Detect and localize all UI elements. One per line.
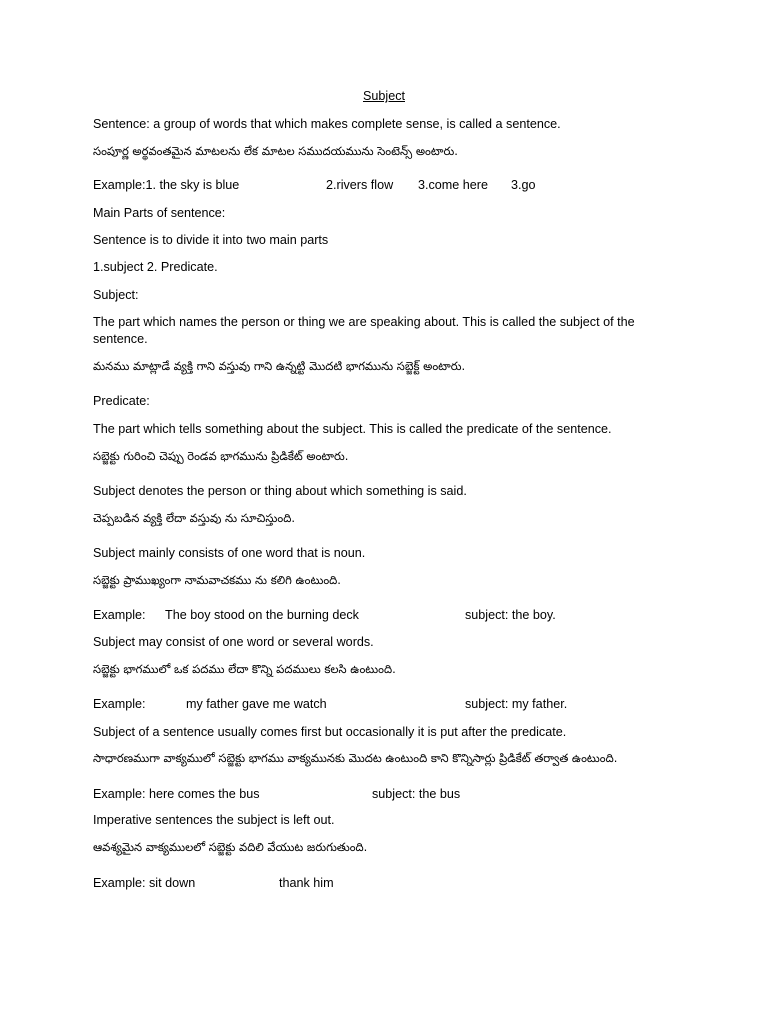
subject-heading: Subject: <box>93 288 139 302</box>
page-title: Subject <box>362 89 405 103</box>
subject-position: Subject of a sentence usually comes first but occasionally it is put after the predicate. <box>93 725 567 739</box>
example-1b: 2.rivers flow <box>326 178 394 192</box>
predicate-definition: The part which tells something about the subject. This is called the predicate of the sentence. <box>93 422 612 436</box>
telugu-subject-words: సబ్జెక్టు భాగములో ఒక పదము లేదా కొన్ని పదములు కలసి ఉంటుంది. <box>93 662 396 676</box>
telugu-subject-position: సాధారణముగా వాక్యములో సబ్జెక్టు భాగము వాక్యమునకు మొదట ఉంటుంది కాని కొన్నిసార్లు ప్రిడికేట్ తర్వాత ఉంటుంది. <box>93 751 618 765</box>
example-1a: Example:1. the sky is blue <box>93 178 240 192</box>
telugu-imperative-sentences: ఆవశ్యమైన వాక్యములలో సబ్జెక్టు వదిలి వేయుట జరుగుతుంది. <box>93 840 368 854</box>
example-row-1 <box>0 177 768 195</box>
telugu-subject-noun: సబ్జెక్టు ప్రాముఖ్యంగా నామవాచకము ను కలిగి ఉంటుంది. <box>93 573 341 587</box>
example-2b: The boy stood on the burning deck <box>165 608 359 622</box>
subject-denotes: Subject denotes the person or thing about which something is said. <box>93 484 467 498</box>
imperative-sentences: Imperative sentences the subject is left out. <box>93 813 335 827</box>
telugu-predicate-definition: సబ్జెక్టు గురించి చెప్పు రెండవ భాగమును ప్రిడికేట్ అంటారు. <box>93 449 349 463</box>
example-row-5 <box>0 875 768 893</box>
example-5b: thank him <box>279 876 334 890</box>
example-2c: subject: the boy. <box>465 608 556 622</box>
predicate-heading: Predicate: <box>93 394 150 408</box>
example-row-3 <box>0 696 768 714</box>
example-row-4 <box>0 786 768 804</box>
example-1d: 3.go <box>511 178 536 192</box>
example-row-2 <box>0 607 768 625</box>
telugu-subject-definition: మనము మాట్లాడే వ్యక్తి గాని వస్తువు గాని ఉన్నట్టి మొదటి భాగమును సబ్జెక్ట్ అంటారు. <box>93 359 466 373</box>
example-5a: Example: sit down <box>93 876 196 890</box>
subject-noun: Subject mainly consists of one word that is noun. <box>93 546 366 560</box>
example-2a: Example: <box>93 608 146 622</box>
subject-definition: The part which names the person or thing we are speaking about. This is called the subject of the sentence. <box>93 315 635 346</box>
main-parts-text: Sentence is to divide it into two main parts <box>93 233 329 247</box>
example-1c: 3.come here <box>418 178 489 192</box>
main-parts-heading: Main Parts of sentence: <box>93 206 226 220</box>
example-4b: subject: the bus <box>372 787 461 801</box>
example-3c: subject: my father. <box>465 697 568 711</box>
example-3a: Example: <box>93 697 146 711</box>
telugu-sentence-definition: సంపూర్ణ అర్థవంతమైన మాటలను లేక మాటల సముదయమును సెంటెన్స్ అంటారు. <box>93 144 458 158</box>
subject-words: Subject may consist of one word or several words. <box>93 635 374 649</box>
parts-list: 1.subject 2. Predicate. <box>93 260 218 274</box>
example-4a: Example: here comes the bus <box>93 787 260 801</box>
sentence-definition: Sentence: a group of words that which makes complete sense, is called a sentence. <box>93 117 561 131</box>
example-3b: my father gave me watch <box>186 697 327 711</box>
telugu-subject-denotes: చెప్పబడిన వ్యక్తి లేదా వస్తువు ను సూచిస్తుంది. <box>93 511 295 525</box>
